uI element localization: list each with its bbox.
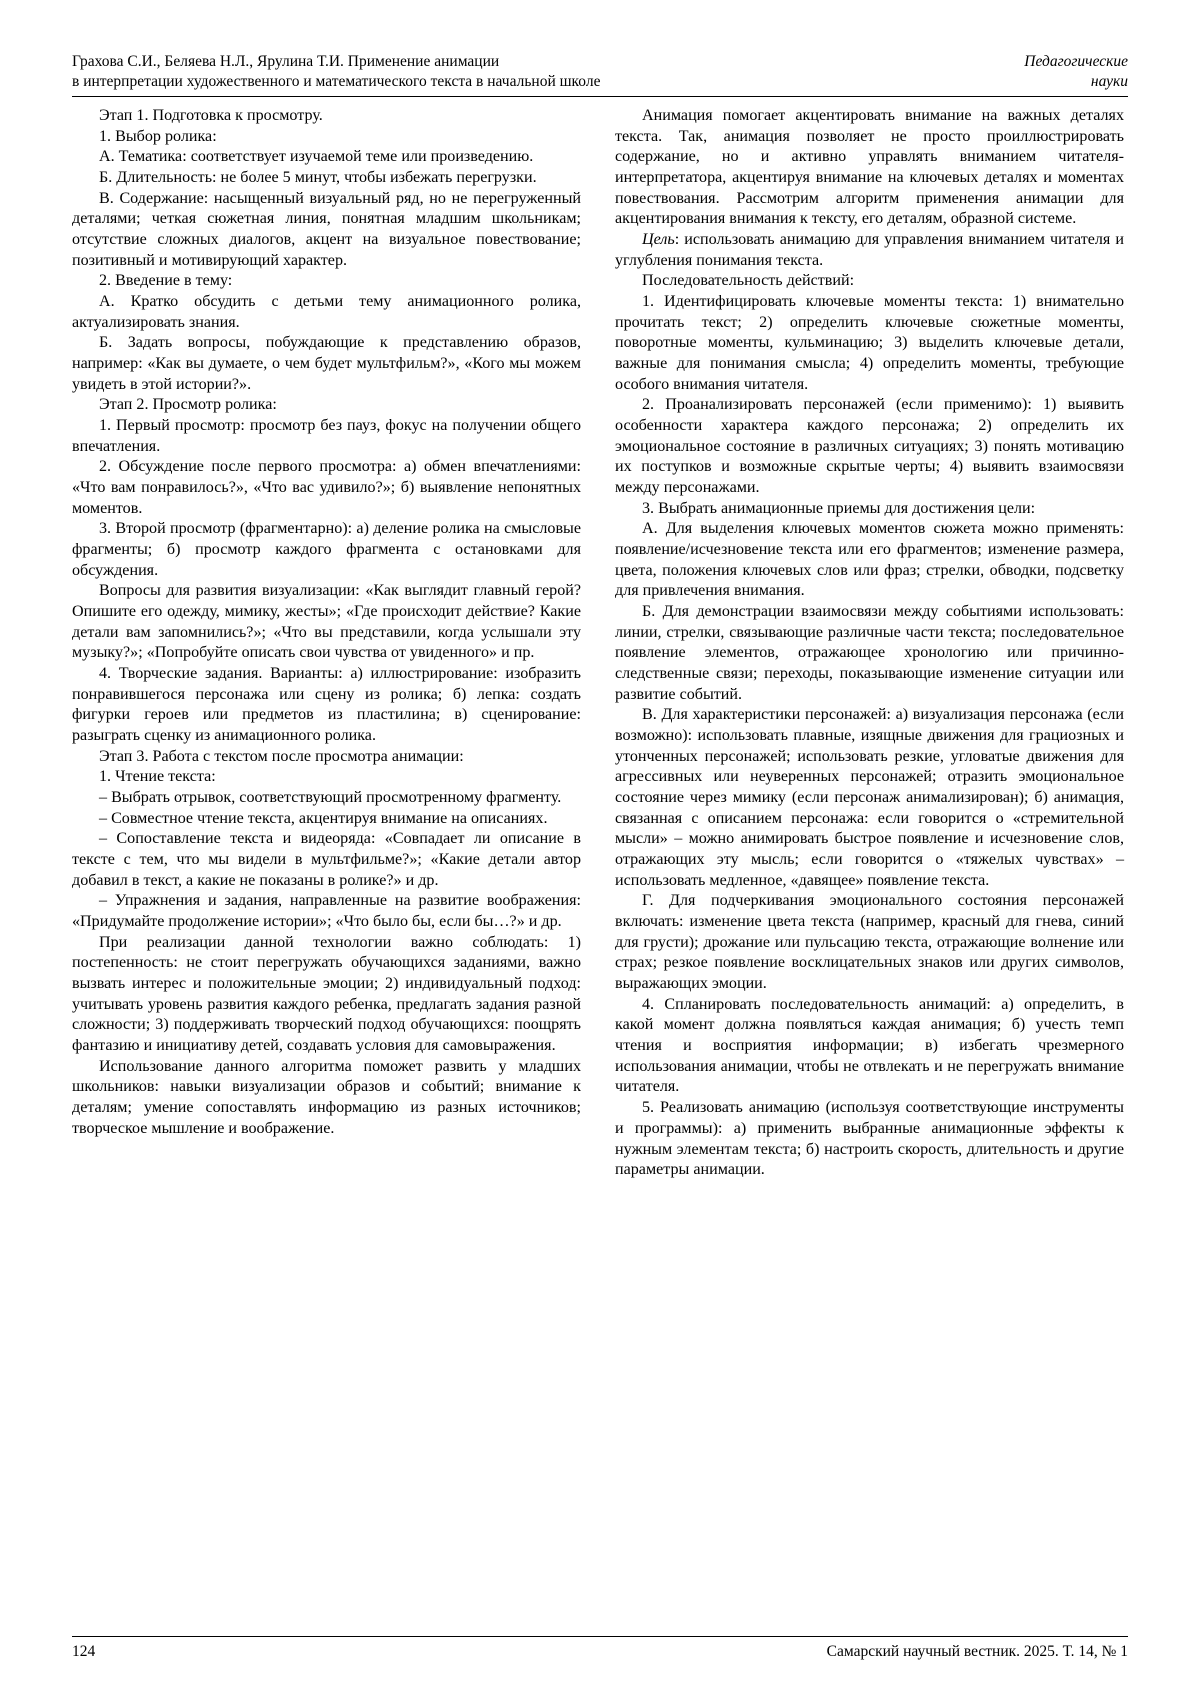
running-head-authors [72, 52, 790, 93]
paragraph: В. Для характеристики персонажей: а) визуализация персонажа (если возможно): использовать плавные, изящные движения для грациозных и утонченных персонажей; использовать резкие, угловатые движения для агрессивных или неуверенных персонажей; отразить эмоциональное состояние через мимику (если персонаж анимализирован); б) анимация, связанная с описанием персонажа: если говорится о «стремительной мысли» – можно анимировать быстрое появление и исчезновение слов, отражающих эту мысль; если говорится о «тяжелых чувствах» – использовать медленное, «давящее» появление текста. [615, 706, 1124, 889]
running-head-section-line-2: науки [1090, 73, 1128, 91]
page-footer [72, 1636, 1128, 1661]
paragraph: Использование данного алгоритма поможет развить у младших школьников: навыки визуализации образов и событий; внимание к деталям; умение сопоставлять информацию из разных источников; творческое мышление и воображение. [72, 1057, 581, 1137]
paragraph: 4. Спланировать последовательность анимаций: а) определить, в какой момент должна появляться каждая анимация; б) учесть темп чтения и восприятия информации; в) избегать чрезмерного использования анимации, чтобы не отвлекать и не перегружать внимание читателя. [615, 995, 1124, 1096]
paragraph: Последовательность действий: [642, 272, 855, 290]
paragraph: – Сопоставление текста и видеоряда: «Совпадает ли описание в тексте с тем, что мы видели в мультфильме?»; «Какие детали автор добавил в текст, а какие не показаны в ролике?» и др. [72, 830, 581, 889]
header-divider [72, 96, 1128, 97]
paragraph: 1. Первый просмотр: просмотр без пауз, фокус на получении общего впечатления. [72, 416, 581, 455]
paragraph: Б. Задать вопросы, побуждающие к представлению образов, например: «Как вы думаете, о чем будет мультфильм?», «Кого мы можем увидеть в этой истории?». [72, 334, 581, 393]
running-head-section-line-1: Педагогические [1024, 53, 1128, 70]
page-number: 124 [72, 1643, 96, 1660]
paragraph: 1. Выбор ролика: [99, 127, 217, 145]
paragraph: Этап 3. Работа с текстом после просмотра анимации: [99, 747, 464, 765]
right-column [615, 106, 1124, 1181]
goal-text: : использовать анимацию для управления вниманием читателя и углубления понимания текста. [615, 230, 1124, 269]
body-columns [72, 106, 1128, 1181]
paragraph: Г. Для подчеркивания эмоционального состояния персонажей включать: изменение цвета текста (например, красный для гнева, синий для грусти); дрожание или пульсацию текста, отражающие волнение или страх; резкое появление восклицательных знаков или других символов, выражающих эмоции. [615, 892, 1124, 993]
paragraph: 2. Введение в тему: [99, 272, 233, 290]
paragraph: 3. Второй просмотр (фрагментарно): а) деление ролика на смысловые фрагменты; б) просмотр каждого фрагмента с остановками для обсуждения. [72, 520, 581, 579]
paragraph: Б. Длительность: не более 5 минут, чтобы избежать перегрузки. [99, 168, 537, 186]
paragraph: Этап 2. Просмотр ролика: [99, 396, 277, 414]
footer-divider [72, 1636, 1128, 1637]
footer-row [72, 1643, 1128, 1661]
paragraph: Б. Для демонстрации взаимосвязи между событиями использовать: линии, стрелки, связывающие различные части текста; последовательное появление элементов, отражающее хронологию или причинно-следственные связи; переходы, показывающие изменение ситуации или развитие событий. [615, 603, 1124, 703]
paragraph: 5. Реализовать анимацию (используя соответствующие инструменты и программы): а) применить выбранные анимационные эффекты к нужным элементам текста; б) настроить скорость, длительность и другие параметры анимации. [615, 1099, 1124, 1179]
paragraph: Этап 1. Подготовка к просмотру. [99, 106, 323, 124]
running-head-section [811, 52, 1128, 93]
paragraph: 3. Выбрать анимационные приемы для достижения цели: [642, 499, 1036, 517]
paragraph: А. Тематика: соответствует изучаемой теме или произведению. [99, 148, 534, 166]
paragraph: В. Содержание: насыщенный визуальный ряд, но не перегруженный деталями; четкая сюжетная линия, понятная младшим школьникам; отсутствие сложных диалогов, акцент на визуальное повествование; позитивный и мотивирующий характер. [72, 189, 581, 269]
paragraph: – Упражнения и задания, направленные на развитие воображения: «Придумайте продолжение истории»; «Что было бы, если бы…?» и др. [72, 892, 581, 931]
paragraph: 2. Обсуждение после первого просмотра: а) обмен впечатлениями: «Что вам понравилось?», «Что вас удивило?»; б) выявление непонятных моментов. [72, 458, 581, 517]
running-head-line-2: в интерпретации художественного и математического текста в начальной школе [72, 73, 601, 91]
goal-label: Цель [642, 230, 675, 248]
paragraph: 1. Чтение текста: [99, 768, 216, 786]
paragraph-goal [615, 230, 1124, 271]
paragraph: Вопросы для развития визуализации: «Как выглядит главный герой? Опишите его одежду, мимику, жесты»; «Где происходит действие? Какие детали вам запомнились?»; «Что вы представили, когда услышали эту музыку?»; «Попробуйте описать свои чувства от увиденного» и пр. [72, 582, 581, 662]
paragraph: – Совместное чтение текста, акцентируя внимание на описаниях. [99, 809, 548, 827]
running-head-line-1: Грахова С.И., Беляева Н.Л., Ярулина Т.И. Применение анимации [72, 53, 500, 70]
running-head [72, 52, 1128, 93]
paragraph: А. Для выделения ключевых моментов сюжета можно применять: появление/исчезновение текста или его фрагментов; изменение размера, цвета, положения ключевых слов или фраз; стрелки, обводки, подсветку для привлечения внимания. [615, 520, 1124, 600]
paragraph: А. Кратко обсудить с детьми тему анимационного ролика, актуализировать знания. [72, 292, 581, 331]
paragraph: 1. Идентифицировать ключевые моменты текста: 1) внимательно прочитать текст; 2) определить ключевые сюжетные моменты, поворотные моменты, кульминацию; 3) выделить ключевые детали, важные для понимания смысла; 4) определить моменты, требующие особого внимания читателя. [615, 292, 1124, 393]
left-column [72, 106, 581, 1140]
paragraph: – Выбрать отрывок, соответствующий просмотренному фрагменту. [99, 789, 562, 807]
paragraph: При реализации данной технологии важно соблюдать: 1) постепенность: не стоит перегружать обучающихся заданиями, важно вызвать интерес и положительные эмоции; 2) индивидуальный подход: учитывать уровень развития каждого ребенка, предлагать задания разной сложности; 3) поддерживать творческий подход обучающихся: поощрять фантазию и инициативу детей, создавать условия для самовыражения. [72, 933, 581, 1055]
journal-title: Самарский научный вестник. 2025. Т. 14, № 1 [826, 1643, 1128, 1660]
paragraph: Анимация помогает акцентировать внимание на важных деталях текста. Так, анимация позволяет не просто проиллюстрировать содержание, но и активно управлять вниманием читателя-интерпретатора, акцентируя внимание на ключевых деталях и моментах повествования. Рассмотрим алгоритм применения анимации для акцентирования внимания к тексту, его деталям, образной системе. [615, 106, 1124, 228]
paragraph: 2. Проанализировать персонажей (если применимо): 1) выявить особенности характера каждого персонажа; 2) определить их эмоциональное состояние в различных ситуациях; 3) понять мотивацию их поступков и возможные скрытые черты; 4) выявить взаимосвязи между персонажами. [615, 396, 1124, 496]
paragraph: 4. Творческие задания. Варианты: а) иллюстрирование: изобразить понравившегося персонажа или сцену из ролика; б) лепка: создать фигурки героев или предметов из пластилина; в) сценирование: разыграть сценку из анимационного ролика. [72, 665, 581, 745]
